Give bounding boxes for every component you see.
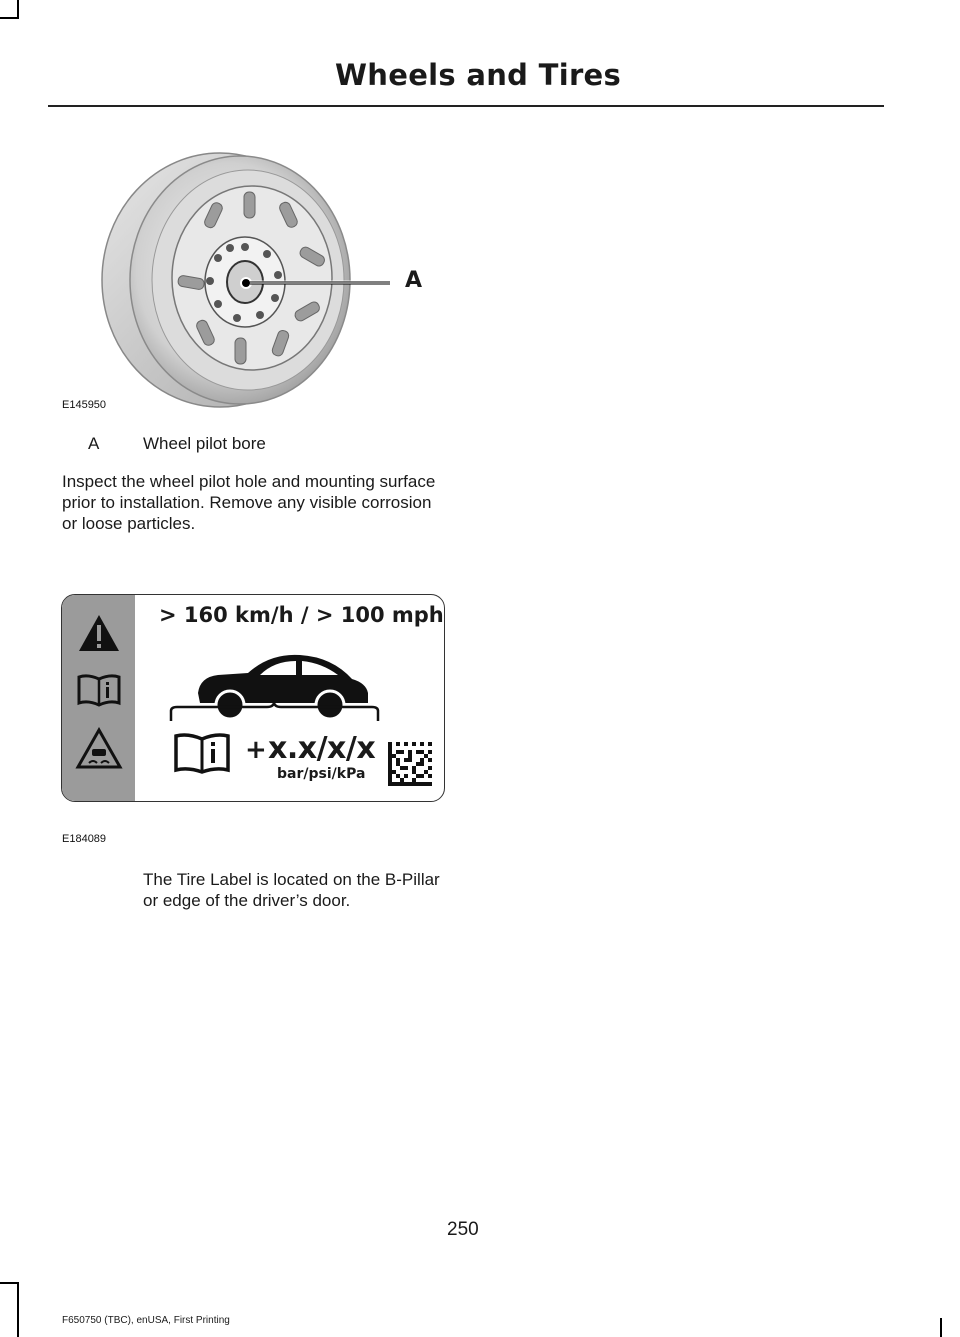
qr-code-icon — [388, 741, 432, 787]
warning-triangle-icon — [77, 613, 121, 653]
footer-text: F650750 (TBC), enUSA, First Printing — [62, 1315, 230, 1326]
legend-text: Wheel pilot bore — [143, 434, 266, 453]
figure-code: E184089 — [62, 833, 107, 845]
page-number: 250 — [447, 1219, 479, 1240]
page-title: Wheels and Tires — [335, 58, 622, 92]
stability-control-icon — [75, 727, 123, 771]
owner-manual-large-icon — [173, 732, 231, 774]
wheel-illustration — [90, 150, 440, 415]
tire-label-illustration — [61, 594, 445, 802]
plus-sign: + — [245, 735, 267, 765]
crop-mark — [0, 1282, 19, 1284]
callout-label: A — [405, 268, 423, 293]
pressure-value: x.x/x/x — [268, 731, 376, 766]
body-paragraph: The Tire Label is located on the B-Pillar or edge of the driver’s door. — [143, 870, 440, 910]
crop-mark — [0, 17, 19, 19]
axle-bracket — [167, 703, 382, 723]
crop-mark — [940, 1318, 942, 1337]
speed-threshold-text: > 160 km/h / > 100 mph — [159, 603, 444, 627]
legend-key: A — [88, 434, 100, 453]
header-divider — [48, 105, 884, 107]
owner-manual-icon — [76, 673, 122, 707]
crop-mark — [17, 1282, 19, 1337]
figure-code: E145950 — [62, 399, 107, 411]
pressure-units: bar/psi/kPa — [277, 766, 366, 782]
body-paragraph: Inspect the wheel pilot hole and mounting surface prior to installation. Remove any visible corrosion or loose particles. — [62, 472, 436, 533]
